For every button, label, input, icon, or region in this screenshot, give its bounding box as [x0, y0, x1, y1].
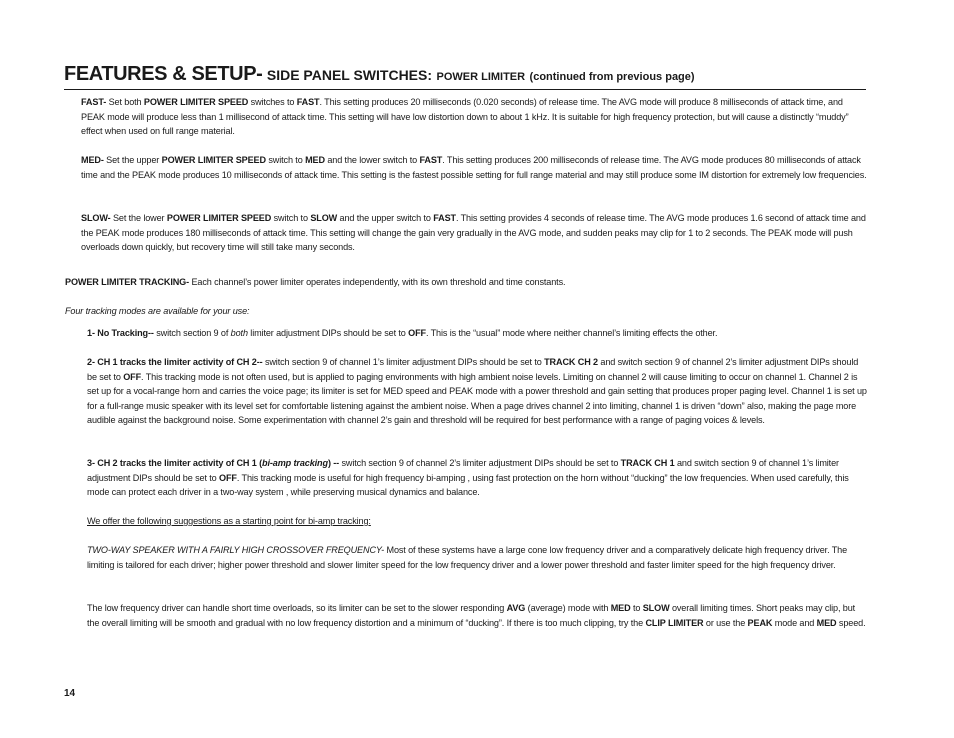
- mode3-text-1: switch section 9 of channel 2’s limiter adjustment DIPs should be set to: [339, 458, 621, 468]
- slow-text-4: . This setting provides 4 seconds of release time. The AVG mode produces 1.6 second of attack time and the PEAK mode produces 180 milliseconds of attack time. This setting will change the gain very gradually in the AVG mode, and sudden peaks may clip for 1 to 2 seconds. The PEAK mode will push overloads down quickly, but recovery time will still take many seconds.: [81, 213, 866, 252]
- mode2-paragraph: [87, 355, 868, 428]
- med-bold-1: POWER LIMITER SPEED: [161, 155, 266, 165]
- mode1-bold: OFF: [408, 328, 426, 338]
- med-lead: MED-: [81, 155, 104, 165]
- lf-text-1: The low frequency driver can handle short time overloads, so its limiter can be set to the slower responding: [87, 603, 507, 613]
- fast-bold-2: FAST: [296, 97, 320, 107]
- fast-text-3: . This setting produces 20 milliseconds (0.020 seconds) of release time. The AVG mode will produce 8 milliseconds of attack time, and PEAK mode will produce less than 1 millisecond of attack time. This setting will have low distortion down to about 1 kHz. It is suitable for high frequency protection, but will cause a distinctly “muddy” effect when used on full range material.: [81, 97, 849, 136]
- mode1-text-1: switch section 9 of: [153, 328, 231, 338]
- mode1-text-3: . This is the “usual” mode where neither channel’s limiting effects the other.: [425, 328, 718, 338]
- lf-text-3: to: [630, 603, 643, 613]
- two-way-lead: TWO-WAY SPEAKER WITH A FAIRLY HIGH CROSSOVER FREQUENCY-: [87, 545, 385, 555]
- med-text-1: Set the upper: [103, 155, 162, 165]
- mode3-lead-end: ) --: [327, 458, 340, 468]
- fast-lead: FAST-: [81, 97, 107, 107]
- slow-text-1: Set the lower: [110, 213, 167, 223]
- tracking-lead: POWER LIMITER TRACKING-: [65, 277, 190, 287]
- slow-text-3: and the upper switch to: [337, 213, 434, 223]
- fast-paragraph: [81, 95, 868, 139]
- mode3-bold-1: TRACK CH 1: [620, 458, 675, 468]
- lf-bold-2: MED: [610, 603, 631, 613]
- page-header: [64, 63, 866, 90]
- tracking-text: Each channel’s power limiter operates independently, with its own threshold and time constants.: [189, 277, 566, 287]
- med-text-3: and the lower switch to: [324, 155, 420, 165]
- med-text-2: switch to: [265, 155, 306, 165]
- slow-bold-1: POWER LIMITER SPEED: [166, 213, 272, 223]
- lf-bold-6: MED: [816, 617, 837, 628]
- suggestions-heading: [87, 514, 868, 529]
- lf-bold-4: CLIP LIMITER: [645, 617, 704, 628]
- med-bold-2: MED: [305, 155, 325, 165]
- slow-bold-3: FAST: [433, 213, 456, 223]
- lf-text-6: mode and: [772, 617, 817, 628]
- mode3-bold-2: OFF: [219, 472, 237, 483]
- med-paragraph: [81, 153, 868, 182]
- mode3-text-3: . This tracking mode is useful for high frequency bi-amping , using fast protection on the horn without “ducking” the low frequencies. When used carefully, this mode can protect each driver in a two-way system , while preserving musical dynamics and balance.: [87, 472, 849, 497]
- modes-intro-text: Four tracking modes are available for your use:: [65, 306, 250, 316]
- slow-lead: SLOW-: [81, 213, 111, 223]
- fast-bold-1: POWER LIMITER SPEED: [143, 97, 249, 107]
- header-subsection: POWER LIMITER: [436, 71, 526, 83]
- lf-text-7: speed.: [836, 617, 866, 628]
- slow-paragraph: [81, 211, 868, 255]
- header-section: SIDE PANEL SWITCHES:: [266, 67, 433, 83]
- low-frequency-paragraph: [87, 601, 868, 630]
- mode1-paragraph: [87, 326, 868, 341]
- mode3-paragraph: [87, 456, 868, 500]
- fast-text-2: switches to: [248, 97, 297, 107]
- slow-text-2: switch to: [271, 213, 311, 223]
- two-way-text: Most of these systems have a large cone low frequency driver and a comparatively delicate high frequency driver. The limiting is tailored for each driver; higher power threshold and slower limiter speed for the low frequency driver and a lower power threshold and faster limiter speed for the high frequency driver.: [87, 545, 848, 570]
- modes-intro: [65, 304, 865, 319]
- suggestions-heading-text: We offer the following suggestions as a starting point for bi-amp tracking:: [87, 516, 371, 526]
- tracking-paragraph: [65, 275, 865, 290]
- mode2-text-1: switch section 9 of channel 1’s limiter adjustment DIPs should be set to: [262, 357, 545, 367]
- mode1-lead: 1- No Tracking--: [87, 328, 154, 338]
- mode3-text-2: and switch section 9 of channel 1’s limiter adjustment DIPs should be set to: [87, 458, 839, 483]
- lf-text-4: overall limiting times. Short peaks may clip, but the overall limiting will be smooth and gradual with no low frequency distortion and a minimum of “ducking”. If there is too much clipping, try the: [87, 603, 856, 628]
- lf-bold-5: PEAK: [747, 617, 773, 628]
- page-number: 14: [64, 688, 76, 699]
- mode2-bold-1: TRACK CH 2: [544, 357, 598, 367]
- mode3-lead: 3- CH 2 tracks the limiter activity of CH 1 (: [87, 458, 263, 468]
- med-bold-3: FAST: [419, 155, 443, 165]
- lf-bold-3: SLOW: [642, 603, 670, 613]
- lf-text-5: or use the: [703, 617, 748, 628]
- mode3-lead-italic: bi-amp tracking: [262, 458, 328, 468]
- header-title: FEATURES & SETUP-: [64, 63, 263, 85]
- two-way-paragraph: [87, 543, 868, 572]
- lf-text-2: (average) mode with: [525, 603, 611, 613]
- lf-bold-1: AVG: [506, 603, 526, 613]
- mode2-bold-2: OFF: [123, 371, 142, 382]
- mode2-text-3: . This tracking mode is not often used, but is applied to paging environments with high ambient noise levels. Limiting on channel 2 will cause limiting to occur on channel 1. Channel 2 is set up for a vocal-range horn and carries the voice page; its limiter is set for MED speed and PEAK mode with a power threshold and gain setting that produces proper paging level. Channel 1 is set up for a full-range music speaker with its level set for comfortable listening against the ambient noise. When a page drives channel 2 into limiting, channel 1 is driven “down” also, making the page more audible against the background noise. Some experimentation with channel 2’s gain and threshold will be required for best performance with a range of paging voices & levels.: [87, 371, 867, 425]
- med-text-4: . This setting produces 200 milliseconds of release time. The AVG mode produces 80 milliseconds of attack time and the PEAK mode produces 10 milliseconds of attack time. This setting is the fastest possible setting for full range material and may still produce some IM distortion for extremely low frequencies.: [81, 155, 867, 180]
- mode2-lead: 2- CH 1 tracks the limiter activity of CH 2--: [87, 357, 263, 367]
- fast-text-1: Set both: [106, 97, 144, 107]
- slow-bold-2: SLOW: [310, 213, 338, 223]
- mode2-text-2: and switch section 9 of channel 2’s limiter adjustment DIPs should be set to: [87, 357, 859, 382]
- mode1-text-2: limiter adjustment DIPs should be set to: [247, 328, 409, 338]
- header-continued-note: (continued from previous page): [529, 71, 695, 83]
- mode1-italic: both: [230, 328, 248, 338]
